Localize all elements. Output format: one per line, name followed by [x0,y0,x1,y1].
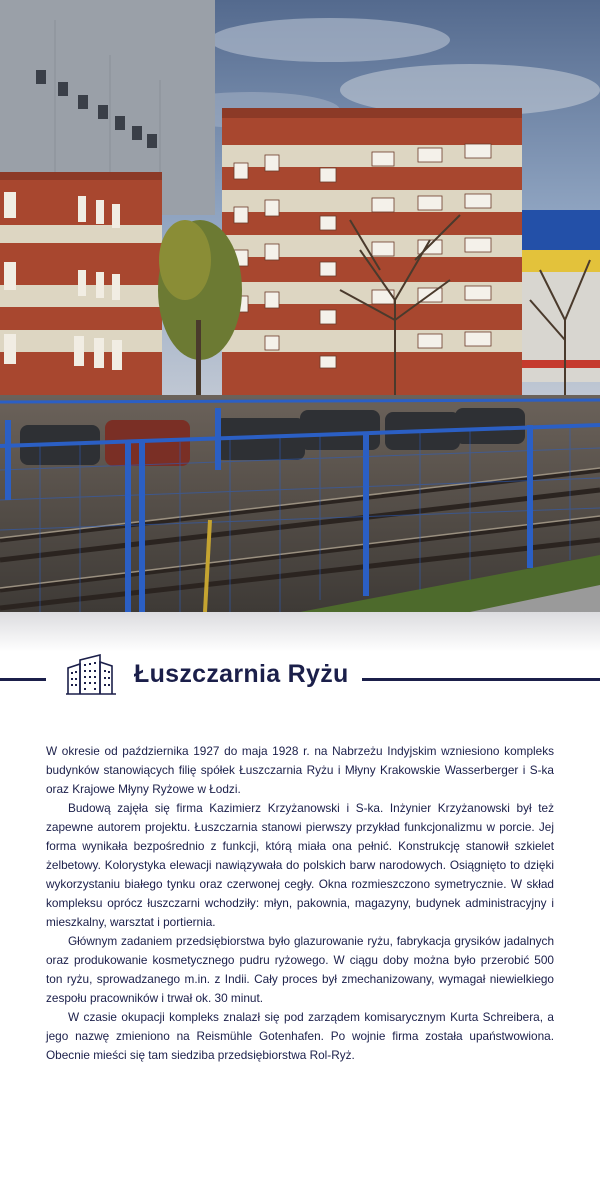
header-rule-left [0,678,46,681]
section-title: Łuszczarnia Ryżu [134,660,349,688]
photo-fade [0,612,600,652]
article-body [46,742,554,1065]
paragraph: W czasie okupacji kompleks znalazł się pod zarządem komisarycznym Kurta Schreibera, a jego nazwę zmieniono na Reismühle Gotenhafen. Po wojnie firma została upaństwowiona. Obecnie mieści się tam siedziba przedsiębiorstwa Rol-Ryż. [46,1010,554,1062]
paragraph: W okresie od października 1927 do maja 1928 r. na Nabrzeżu Indyjskim wzniesiono kompleks budynków stanowiących filię spółek Łuszczarnia Ryżu i Młyny Krakowskie Wasserberger i S-ka oraz Krajowe Młyny Ryżowe w Łodzi. [46,744,554,796]
building-icon [66,654,116,696]
paragraph: Budową zajęła się firma Kazimierz Krzyżanowski i S-ka. Inżynier Krzyżanowski był też zapewne autorem projektu. Łuszczarnia stanowi pierwszy przykład funkcjonalizmu w porcie. Jej forma wynikała bezpośrednio z funkcji, którą miała ona pełnić. Konstrukcję stanowił szkielet żelbetowy. Kolorystyka elewacji nawiązywała do polskich barw narodowych. Osiągnięto to dzięki wykorzystaniu białego tynku oraz czerwonej cegły. Okna rozmieszczono symetrycznie. W skład kompleksu oprócz łuszczarni wchodziły: młyn, pakownia, magazyny, budynek administracyjny i mieszkalny, warsztat i portiernia. [46,801,554,929]
paragraph: Głównym zadaniem przedsiębiorstwa było glazurowanie ryżu, fabrykacja grysików jadalnych oraz produkowanie kosmetycznego pudru ryżowego. W ciągu doby można było przerobić 500 ton ryżu, sprowadzanego m.in. z Indii. Cały proces był zmechanizowany, wymagał niewielkiego zespołu pracowników i trwał ok. 30 minut. [46,934,554,1005]
header-rule-right [362,678,600,681]
